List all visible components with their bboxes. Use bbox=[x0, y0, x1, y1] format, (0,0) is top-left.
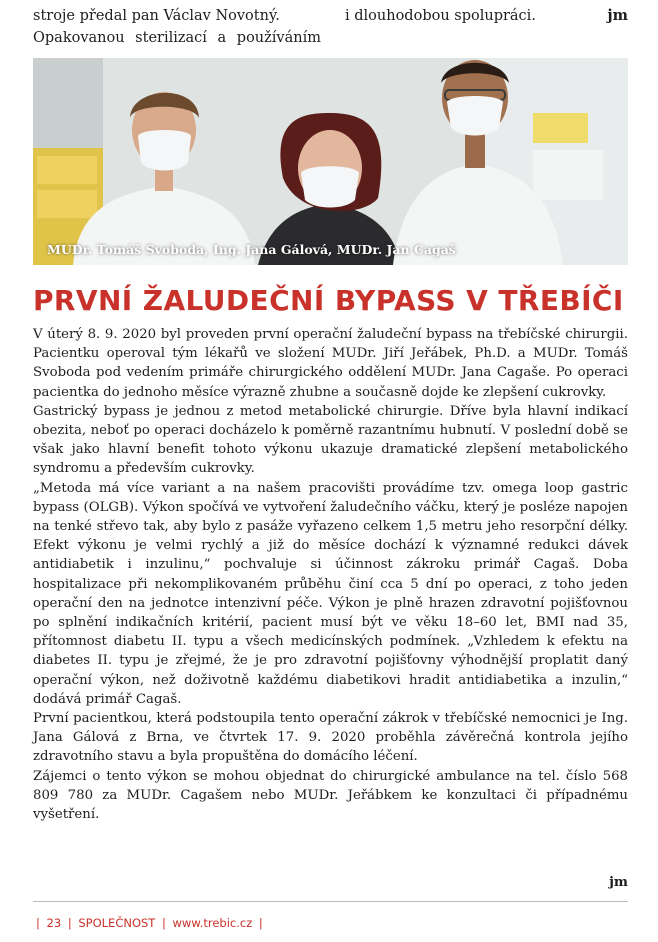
article-paragraph: První pacientkou, která podstoupila tento operační zákrok v třebíčské nemocnici je Ing. Jana Gálová z Brna, ve čtvrtek 17. 9. 2020 proběhla závěrečná kontrola jejího zdravotního stavu a byla propuštěna do domácího léčení. bbox=[33, 711, 628, 765]
footer-separator: | bbox=[258, 916, 263, 930]
article-body bbox=[33, 325, 628, 824]
previous-article-line-2: Opakovanou sterilizací a používáním bbox=[33, 30, 321, 46]
article-signature: jm bbox=[609, 875, 628, 890]
previous-column-line: i dlouhodobou spolupráci. bbox=[345, 8, 536, 24]
article-headline: PRVNÍ ŽALUDEČNÍ BYPASS V TŘEBÍČI bbox=[33, 284, 624, 317]
article-paragraph: V úterý 8. 9. 2020 byl proveden první operační žaludeční bypass na třebíčské chirurgii. Pacientku operoval tým lékařů ve složení MUDr. Jiří Jeřábek, Ph.D. a MUDr. Tomáš Svoboda pod vedením primáře chirurgického oddělení MUDr. Jana Cagaše. Po operaci pacientka do jednoho měsíce výrazně zhubne a současně dojde ke zlepšení cukrovky. bbox=[33, 327, 628, 400]
footer-divider bbox=[33, 901, 628, 902]
article-paragraph: Gastrický bypass je jednou z metod metabolické chirurgie. Dříve byla hlavní indikací obezita, neboť po operaci docházelo k poměrně razantnímu hubnutí. V poslední době se však jako hlavní benefit tohoto výkonu ukazuje dramatické zlepšení metabolického syndromu a především cukrovky. bbox=[33, 403, 628, 477]
photo-illustration bbox=[33, 58, 628, 265]
footer-separator: | bbox=[161, 916, 166, 930]
previous-article-line-1: stroje předal pan Václav Novotný. bbox=[33, 8, 280, 24]
page-footer bbox=[33, 916, 266, 930]
photo-caption: MUDr. Tomáš Svoboda, Ing. Jana Gálová, MUDr. Jan Cagaš bbox=[47, 242, 456, 257]
website-link[interactable]: www.trebic.cz bbox=[172, 916, 253, 930]
article-paragraph: Zájemci o tento výkon se mohou objednat do chirurgické ambulance na tel. číslo 568 809 780 za MUDr. Cagašem nebo MUDr. Jeřábkem ke konzultaci či případnému vyšetření. bbox=[33, 768, 628, 823]
footer-separator: | bbox=[36, 916, 40, 930]
article-paragraph: „Metoda má více variant a na našem pracovišti provádíme tzv. omega loop gastric bypass (OLGB). Výkon spočívá ve vytvoření žaludečního váčku, který je posléze napojen na tenké střevo tak, aby bylo z pasáže vyřazeno celkem 1,5 metru jeho resorpční délky. Efekt výkonu je velmi rychlý a již do měsíce dochází k významné redukci dávek antidiabetik i inzulinu,“ pochvaluje si účinnost zákroku primář Cagaš. Doba hospitalizace při nekomplikovaném průběhu činí cca 5 dní po operaci, z toho jeden operační den na jednotce intenzivní péče. Výkon je plně hrazen zdravotní pojišťovnou po splnění indikačních kritérií, pacient musí být ve věku 18–60 let, BMI nad 35, přítomnost diabetu II. typu a všech medicínských podmínek. „Vzhledem k efektu na diabetes II. typu je zřejmé, že je pro zdravotní pojišťovny výhodnější proplatit daný operační výkon, než doživotně každému diabetikovi hradit antidiabetika a inzulin,“ dodává primář Cagaš. bbox=[33, 480, 628, 707]
footer-separator: | bbox=[67, 916, 72, 930]
previous-article-signature: jm bbox=[607, 7, 628, 24]
article-photo bbox=[33, 58, 628, 265]
section-name: SPOLEČNOST bbox=[78, 916, 156, 930]
page-number: 23 bbox=[46, 916, 62, 930]
